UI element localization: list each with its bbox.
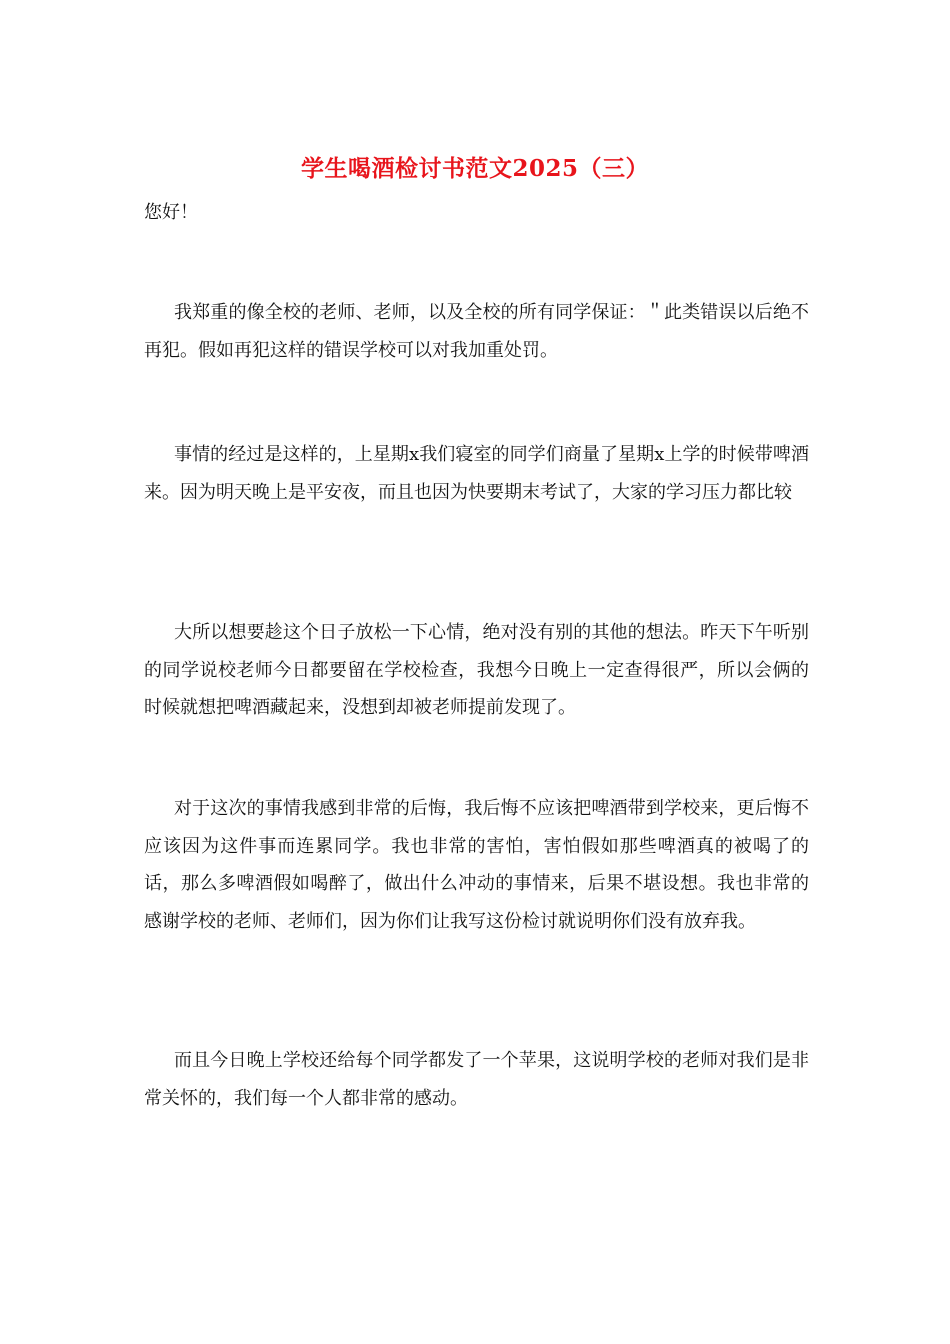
paragraph-4: 对于这次的事情我感到非常的后悔，我后悔不应该把啤酒带到学校来，更后悔不应该因为这件事而连累同学。我也非常的害怕，害怕假如那些啤酒真的被喝了的话，那么多啤酒假如喝醉了，做出什么冲动的事情来，后果不堪设想。我也非常的感谢学校的老师、老师们，因为你们让我写这份检讨就说明你们没有放弃我。 bbox=[144, 798, 809, 932]
paragraph-3: 大所以想要趁这个日子放松一下心情，绝对没有别的其他的想法。昨天下午听别的同学说校老师今日都要留在学校检查，我想今日晚上一定查得很严，所以会俩的时候就想把啤酒藏起来，没想到却被老师提前发现了。 bbox=[144, 622, 809, 718]
paragraph-2: 事情的经过是这样的，上星期x我们寝室的同学们商量了星期x上学的时候带啤酒来。因为明天晚上是平安夜，而且也因为快要期末考试了，大家的学习压力都比较 bbox=[144, 444, 809, 503]
greeting-line: 您好！ bbox=[144, 202, 198, 223]
paragraph-5: 而且今日晚上学校还给每个同学都发了一个苹果，这说明学校的老师对我们是非常关怀的，我们每一个人都非常的感动。 bbox=[144, 1050, 809, 1109]
paragraph-1: 我郑重的像全校的老师、老师，以及全校的所有同学保证：＂此类错误以后绝不再犯。假如再犯这样的错误学校可以对我加重处罚。 bbox=[144, 302, 809, 361]
document-title: 学生喝酒检讨书范文2025（三） bbox=[300, 155, 649, 182]
